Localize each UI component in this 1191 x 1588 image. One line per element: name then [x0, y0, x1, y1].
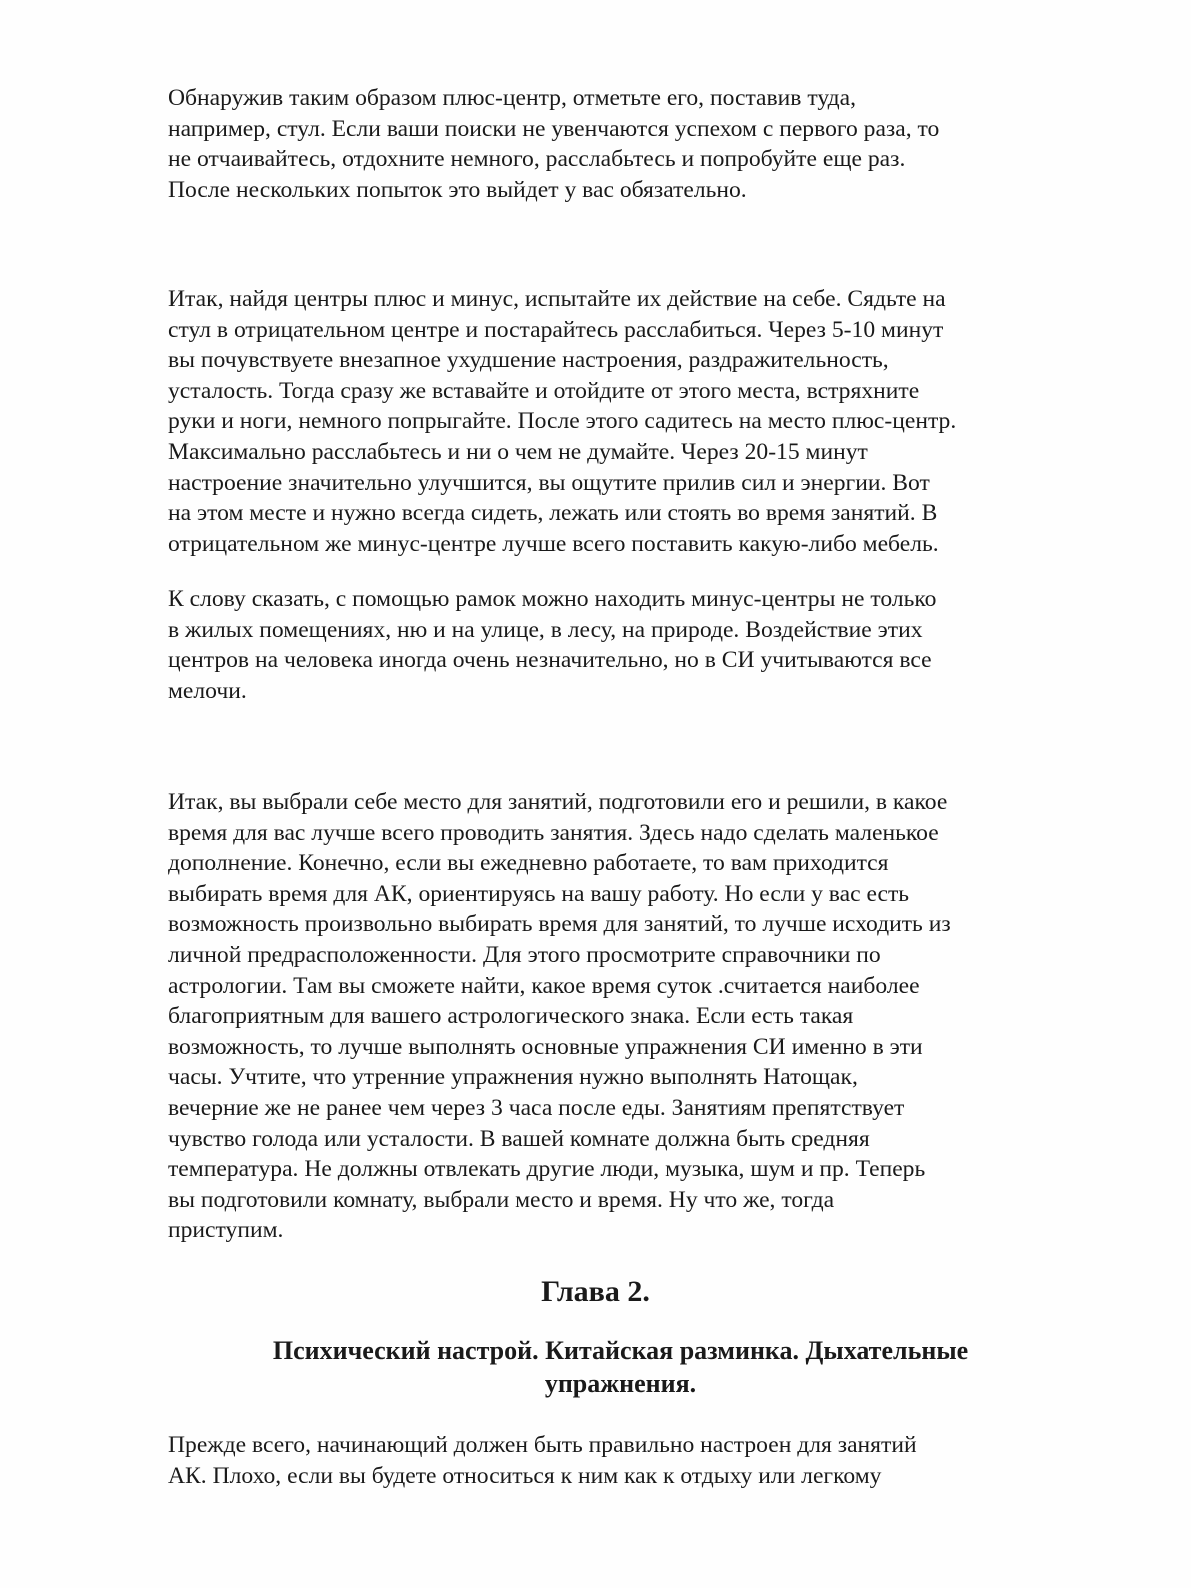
text-line: Обнаружив таким образом плюс-центр, отметьте его, поставив туда,	[168, 85, 857, 111]
text-line: Итак, вы выбрали себе место для занятий, подготовили его и решили, в какое	[168, 789, 948, 815]
text-line: вы почувствуете внезапное ухудшение настроения, раздражительность,	[168, 347, 889, 374]
chapter-subtitle-line: Психический настрой. Китайская разминка. Дыхательные	[272, 1336, 969, 1365]
paragraph-5	[168, 1430, 1073, 1491]
text-line: например, стул. Если ваши поиски не увенчаются успехом с первого раза, то	[168, 115, 940, 142]
text-line: личной предрасположенности. Для этого просмотрите справочники по	[168, 941, 881, 968]
text-line: благоприятным для вашего астрологического знака. Если есть такая	[168, 1003, 854, 1030]
text-line: на этом месте и нужно всегда сидеть, лежать или стоять во время занятий. В	[168, 500, 938, 527]
text-line: чувство голода или усталости. В вашей комнате должна быть средняя	[168, 1125, 870, 1152]
text-line: АК. Плохо, если вы будете относиться к ним как к отдыху или легкому	[168, 1462, 882, 1489]
chapter-subtitle	[168, 1334, 1073, 1400]
text-line: выбирать время для АК, ориентируясь на вашу работу. Но если у вас есть	[168, 880, 910, 907]
paragraph-1	[168, 83, 1073, 205]
text-line: усталость. Тогда сразу же вставайте и отойдите от этого места, встряхните	[168, 377, 920, 404]
text-line: настроение значительно улучшится, вы ощутите прилив сил и энергии. Вот	[168, 469, 930, 496]
text-line: дополнение. Конечно, если вы ежедневно работаете, то вам приходится	[168, 850, 889, 877]
text-line: К слову сказать, с помощью рамок можно находить минус-центры не только	[168, 586, 937, 612]
chapter-title: Глава 2.	[541, 1275, 650, 1308]
text-line: в жилых помещениях, ню и на улице, в лесу, на природе. Воздействие этих	[168, 616, 923, 643]
text-line: руки и ноги, немного попрыгайте. После этого садитесь на место плюс-центр.	[168, 408, 957, 435]
text-line: вечерние же не ранее чем через 3 часа после еды. Занятиям препятствует	[168, 1094, 905, 1121]
text-line: вы подготовили комнату, выбрали место и время. Ну что же, тогда	[168, 1186, 835, 1213]
text-line: возможность произвольно выбирать время для занятий, то лучше исходить из	[168, 911, 951, 938]
text-line: Прежде всего, начинающий должен быть правильно настроен для занятий	[168, 1432, 917, 1458]
text-line: приступим.	[168, 1217, 284, 1244]
text-line: мелочи.	[168, 677, 247, 704]
text-line: не отчаивайтесь, отдохните немного, расслабьтесь и попробуйте еще раз.	[168, 146, 906, 173]
text-line: Итак, найдя центры плюс и минус, испытайте их действие на себе. Сядьте на	[168, 286, 946, 312]
text-line: температура. Не должны отвлекать другие люди, музыка, шум и пр. Теперь	[168, 1156, 926, 1183]
chapter-subtitle-line: упражнения.	[544, 1369, 697, 1398]
text-line: астрологии. Там вы сможете найти, какое время суток .считается наиболее	[168, 972, 920, 999]
paragraph-4	[168, 787, 1073, 1246]
text-line: возможность, то лучше выполнять основные упражнения СИ именно в эти	[168, 1033, 923, 1060]
text-line: время для вас лучше всего проводить занятия. Здесь надо сделать маленькое	[168, 819, 939, 846]
text-line: стул в отрицательном центре и постарайтесь расслабиться. Через 5-10 минут	[168, 316, 944, 343]
text-line: центров на человека иногда очень незначительно, но в СИ учитываются все	[168, 647, 932, 674]
paragraph-3	[168, 584, 1073, 706]
text-line: После нескольких попыток это выйдет у вас обязательно.	[168, 176, 747, 203]
paragraph-2	[168, 284, 1073, 559]
text-line: отрицательном же минус-центре лучше всего поставить какую-либо мебель.	[168, 530, 939, 557]
text-line: Максимально расслабьтесь и ни о чем не думайте. Через 20-15 минут	[168, 438, 868, 465]
text-line: часы. Учтите, что утренние упражнения нужно выполнять Натощак,	[168, 1064, 858, 1091]
